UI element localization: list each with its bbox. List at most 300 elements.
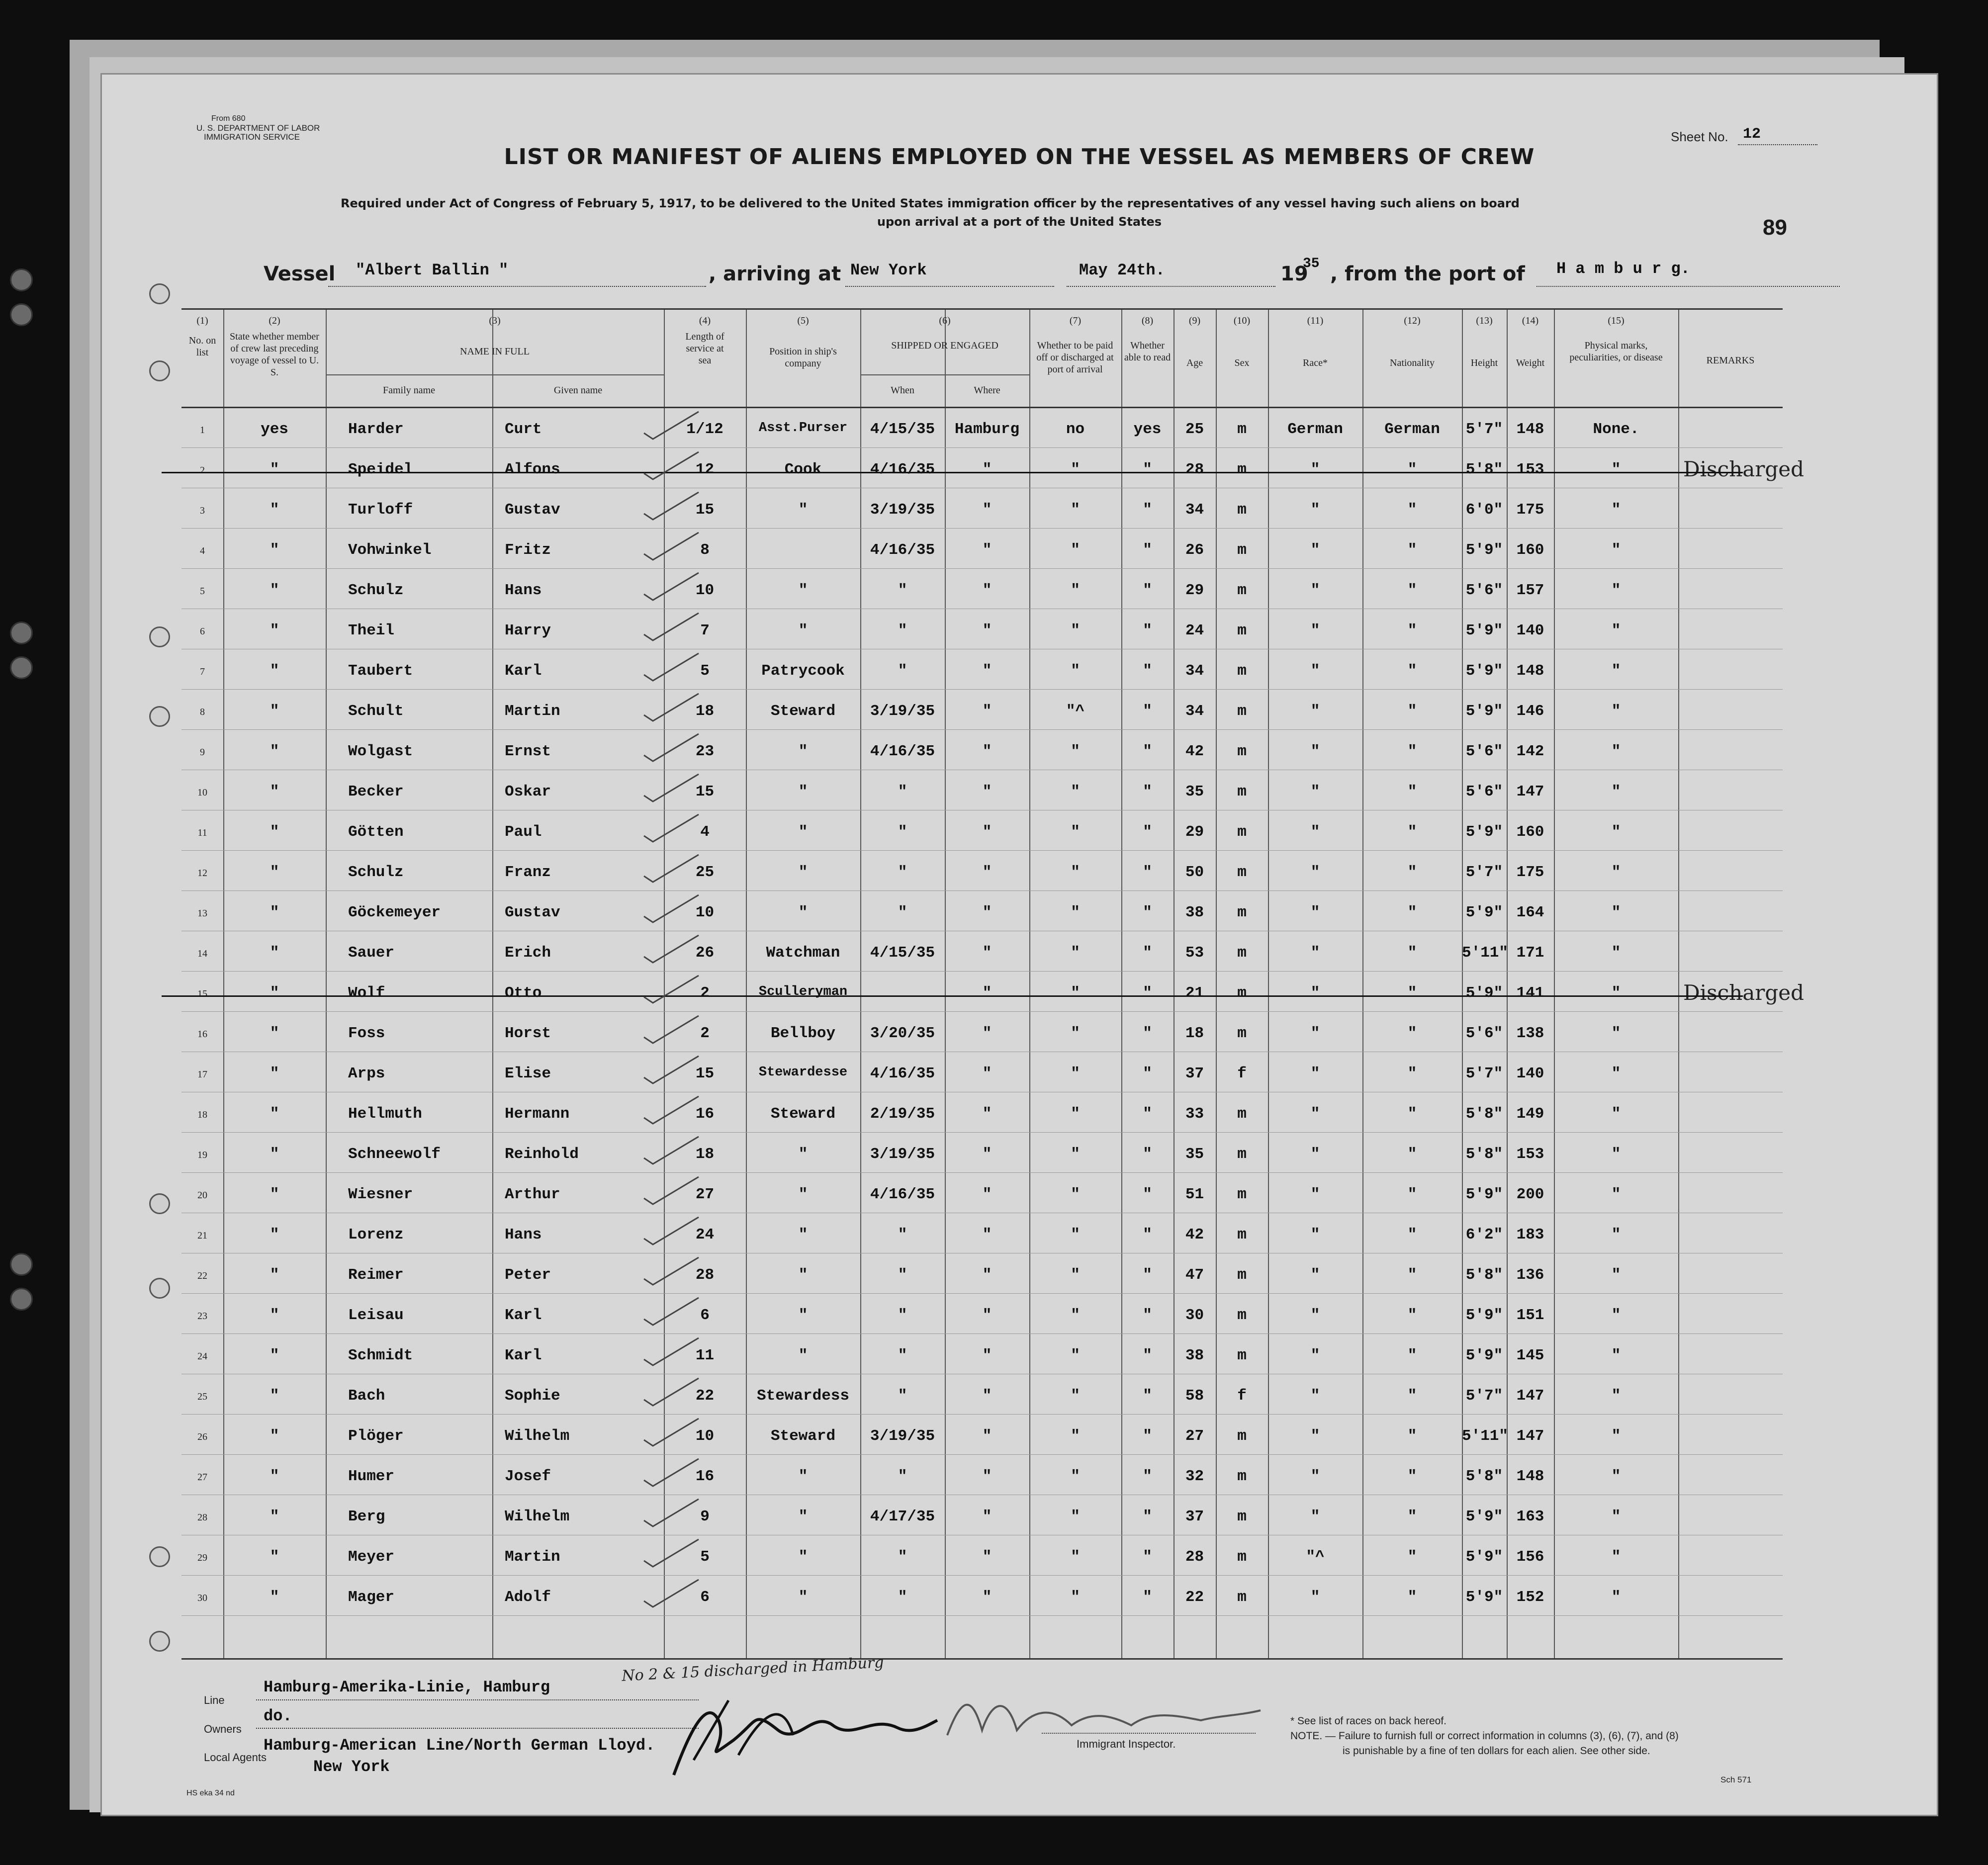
cell-family: Wolgast (348, 743, 413, 760)
cell-height: 6'2" (1465, 1226, 1503, 1243)
cell-sex: m (1237, 501, 1247, 519)
cell-sex: m (1237, 1347, 1247, 1364)
date-underline (1067, 286, 1275, 287)
cell-given: Oskar (505, 783, 551, 800)
col10-number: (10) (1233, 315, 1251, 326)
cell-race: " (1310, 944, 1320, 962)
manifest-page (102, 75, 1937, 1815)
cell-position: " (798, 1146, 808, 1163)
cell-prev: " (270, 1427, 279, 1445)
cell-position: " (798, 622, 808, 639)
cell-read: " (1143, 501, 1152, 519)
cell-read: " (1143, 864, 1152, 881)
cell-read: " (1143, 582, 1152, 599)
cell-sex: m (1237, 541, 1247, 559)
cell-when: " (898, 783, 907, 800)
cell-when: 3/19/35 (870, 703, 935, 720)
cell-age: 38 (1185, 1347, 1204, 1364)
cell-weight: 151 (1516, 1307, 1544, 1324)
cell-race: " (1310, 1226, 1320, 1243)
cell-when: " (898, 622, 907, 639)
cell-prev: " (270, 1468, 279, 1485)
cell-paid: " (1071, 743, 1080, 760)
cell-given: Martin (505, 1548, 560, 1566)
cell-service: 15 (695, 1065, 715, 1082)
cell-height: 5'9" (1465, 1508, 1503, 1525)
cell-marks: " (1611, 1387, 1621, 1405)
cell-age: 21 (1185, 984, 1204, 1002)
cell-when: " (898, 904, 907, 921)
cell-when: 4/17/35 (870, 1508, 935, 1525)
cell-where: " (982, 1387, 992, 1405)
cell-service: 2 (700, 1025, 710, 1042)
cell-height: 5'7" (1465, 421, 1503, 438)
cell-position: " (798, 904, 808, 921)
cell-prev: " (270, 1266, 279, 1284)
col3-number: (3) (489, 315, 501, 326)
cell-nat: " (1407, 1427, 1417, 1445)
vessel-label: Vessel (264, 263, 336, 285)
cell-family: Becker (348, 783, 404, 800)
table-row (181, 779, 1783, 819)
table-row (181, 1182, 1783, 1222)
cell-paid: " (1071, 1589, 1080, 1606)
arriving-label: , arriving at (709, 263, 841, 285)
cell-service: 10 (695, 582, 715, 599)
cell-family: Lorenz (348, 1226, 404, 1243)
cell-race: "^ (1306, 1548, 1325, 1566)
cell-nat: " (1407, 501, 1417, 519)
cell-marks: " (1611, 622, 1621, 639)
cell-race: " (1310, 1589, 1320, 1606)
cell-paid: " (1071, 1146, 1080, 1163)
cell-position: " (798, 1186, 808, 1203)
cell-marks: " (1611, 1105, 1621, 1123)
cell-read: " (1143, 662, 1152, 680)
cell-paid: " (1071, 662, 1080, 680)
cell-when: 3/19/35 (870, 1146, 935, 1163)
cell-service: 9 (700, 1508, 710, 1525)
cell-prev: " (270, 662, 279, 680)
cell-read: " (1143, 944, 1152, 962)
cell-sex: m (1237, 703, 1247, 720)
cell-marks: " (1611, 541, 1621, 559)
cell-where: " (982, 1065, 992, 1082)
cell-weight: 156 (1516, 1548, 1544, 1566)
cell-prev: " (270, 823, 279, 841)
service-label: IMMIGRATION SERVICE (204, 132, 300, 142)
cell-service: 25 (695, 864, 715, 881)
cell-age: 35 (1185, 783, 1204, 800)
cell-service: 6 (700, 1307, 710, 1324)
cell-weight: 149 (1516, 1105, 1544, 1123)
cell-race: " (1310, 582, 1320, 599)
subheader-divider (326, 374, 664, 375)
cell-read: " (1143, 1347, 1152, 1364)
col12-number: (12) (1404, 315, 1421, 326)
cell-age: 37 (1185, 1065, 1204, 1082)
table-row (181, 1464, 1783, 1504)
cell-marks: " (1611, 1025, 1621, 1042)
cell-marks: None. (1593, 421, 1639, 438)
row-number: 7 (200, 666, 205, 677)
binder-hole (10, 622, 33, 644)
cell-age: 34 (1185, 703, 1204, 720)
cell-race: " (1310, 1468, 1320, 1485)
cell-nat: " (1407, 1468, 1417, 1485)
row-number: 8 (200, 707, 205, 717)
col14-header: Weight (1516, 357, 1545, 368)
cell-race: " (1310, 1266, 1320, 1284)
punch-hole (149, 626, 170, 647)
cell-prev: " (270, 461, 279, 478)
cell-nat: " (1407, 783, 1417, 800)
cell-where: " (982, 662, 992, 680)
cell-when: 3/19/35 (870, 1427, 935, 1445)
cell-nat: " (1407, 461, 1417, 478)
table-row (181, 819, 1783, 860)
cell-service: 1/12 (686, 421, 723, 438)
cell-prev: " (270, 783, 279, 800)
cell-paid: " (1071, 501, 1080, 519)
cell-when: " (898, 1226, 907, 1243)
cell-prev: " (270, 1387, 279, 1405)
cell-position: " (798, 1508, 808, 1525)
cell-race: " (1310, 1387, 1320, 1405)
cell-age: 51 (1185, 1186, 1204, 1203)
cell-where: " (982, 823, 992, 841)
vessel-value: "Albert Ballin " (356, 261, 509, 279)
cell-weight: 147 (1516, 1387, 1544, 1405)
cell-nat: " (1407, 1508, 1417, 1525)
cell-position: " (798, 582, 808, 599)
cell-service: 23 (695, 743, 715, 760)
cell-height: 5'9" (1465, 662, 1503, 680)
cell-nat: " (1407, 1266, 1417, 1284)
cell-given: Peter (505, 1266, 551, 1284)
col15-header: Physical marks, peculiarities, or disease (1569, 340, 1663, 363)
cell-given: Erich (505, 944, 551, 962)
cell-when: 4/15/35 (870, 944, 935, 962)
cell-weight: 175 (1516, 501, 1544, 519)
cell-when: " (898, 1387, 907, 1405)
cell-race: " (1310, 1508, 1320, 1525)
table-row (181, 1544, 1783, 1585)
sheet-number-value: 12 (1743, 126, 1761, 143)
cell-height: 5'6" (1465, 783, 1503, 800)
cell-height: 5'9" (1465, 904, 1503, 921)
cell-where: " (982, 622, 992, 639)
cell-age: 26 (1185, 541, 1204, 559)
cell-given: Gustav (505, 904, 560, 921)
cell-given: Franz (505, 864, 551, 881)
table-row (181, 1303, 1783, 1343)
cell-age: 53 (1185, 944, 1204, 962)
cell-marks: " (1611, 984, 1621, 1002)
row-number: 21 (197, 1230, 207, 1241)
cell-service: 6 (700, 1589, 710, 1606)
cell-read: yes (1133, 421, 1162, 438)
cell-read: " (1143, 1266, 1152, 1284)
cell-when: " (898, 823, 907, 841)
cell-position: " (798, 1347, 808, 1364)
cell-service: 11 (695, 1347, 715, 1364)
cell-position: " (798, 864, 808, 881)
col10-header: Sex (1234, 357, 1250, 368)
cell-family: Bach (348, 1387, 385, 1405)
cell-given: Otto (505, 984, 542, 1002)
cell-sex: m (1237, 582, 1247, 599)
cell-height: 5'11" (1462, 1427, 1509, 1445)
row-number: 4 (200, 545, 205, 556)
cell-paid: " (1071, 541, 1080, 559)
cell-marks: " (1611, 1548, 1621, 1566)
cell-race: " (1310, 823, 1320, 841)
cell-prev: " (270, 501, 279, 519)
cell-family: Schneewolf (348, 1146, 441, 1163)
cell-marks: " (1611, 1347, 1621, 1364)
row-number: 2 (200, 465, 205, 476)
cell-prev: " (270, 1226, 279, 1243)
from-port-value: H a m b u r g. (1556, 260, 1690, 278)
cell-family: Mager (348, 1589, 395, 1606)
punch-hole (149, 1278, 170, 1299)
cell-sex: m (1237, 783, 1247, 800)
row-number: 25 (197, 1391, 207, 1402)
cell-race: " (1310, 1347, 1320, 1364)
cell-weight: 152 (1516, 1589, 1544, 1606)
cell-nat: " (1407, 1146, 1417, 1163)
cell-read: " (1143, 1508, 1152, 1525)
handwritten-note: No 2 & 15 discharged in Hamburg (621, 1654, 885, 1685)
cell-given: Horst (505, 1025, 551, 1042)
cell-marks: " (1611, 1427, 1621, 1445)
cell-prev: " (270, 864, 279, 881)
cell-race: German (1287, 421, 1343, 438)
cell-position: Cook (784, 461, 822, 478)
cell-marks: " (1611, 461, 1621, 478)
cell-family: Reimer (348, 1266, 404, 1284)
cell-paid: " (1071, 1186, 1080, 1203)
cell-race: " (1310, 1307, 1320, 1324)
cell-position: " (798, 1548, 808, 1566)
table-row (181, 900, 1783, 940)
cell-race: " (1310, 1186, 1320, 1203)
cell-age: 33 (1185, 1105, 1204, 1123)
cell-sex: m (1237, 461, 1247, 478)
col6-number: (6) (939, 315, 951, 326)
cell-position: Steward (770, 703, 836, 720)
line-value: Hamburg-Amerika-Linie, Hamburg (264, 1678, 550, 1696)
cell-age: 34 (1185, 662, 1204, 680)
cell-read: " (1143, 743, 1152, 760)
cell-prev: " (270, 1105, 279, 1123)
col3b-header: Given name (553, 385, 603, 396)
col4-number: (4) (699, 315, 711, 326)
col7-number: (7) (1069, 315, 1082, 326)
cell-age: 29 (1185, 823, 1204, 841)
cell-nat: " (1407, 622, 1417, 639)
cell-where: " (982, 1548, 992, 1566)
table-row (181, 578, 1783, 618)
cell-service: 2 (700, 984, 710, 1002)
cell-weight: 148 (1516, 662, 1544, 680)
cell-age: 42 (1185, 743, 1204, 760)
cell-weight: 160 (1516, 541, 1544, 559)
cell-sex: m (1237, 1307, 1247, 1324)
department-label: U. S. DEPARTMENT OF LABOR (196, 123, 320, 133)
arriving-value: New York (850, 261, 927, 279)
fine-note-1: NOTE. — Failure to furnish full or correct information in columns (3), (6), (7), and (8) (1290, 1730, 1679, 1742)
cell-prev: " (270, 703, 279, 720)
table-row (181, 497, 1783, 537)
from-port-label: , from the port of (1330, 263, 1525, 285)
cell-when: " (898, 864, 907, 881)
cell-paid: " (1071, 582, 1080, 599)
cell-given: Alfons (505, 461, 560, 478)
year-suffix: 35 (1303, 256, 1320, 271)
cell-weight: 157 (1516, 582, 1544, 599)
cell-given: Curt (505, 421, 542, 438)
col12-header: Nationality (1390, 357, 1435, 368)
cell-where: " (982, 864, 992, 881)
cell-position: " (798, 501, 808, 519)
cell-where: " (982, 461, 992, 478)
cell-nat: " (1407, 1065, 1417, 1082)
cell-prev: " (270, 944, 279, 962)
cell-given: Gustav (505, 501, 560, 519)
cell-service: 18 (695, 1146, 715, 1163)
cell-position: Bellboy (770, 1025, 836, 1042)
punch-hole (149, 360, 170, 381)
cell-family: Harder (348, 421, 404, 438)
cell-read: " (1143, 904, 1152, 921)
cell-family: Theil (348, 622, 395, 639)
table-row (181, 1383, 1783, 1423)
cell-paid: " (1071, 1307, 1080, 1324)
cell-read: " (1143, 1146, 1152, 1163)
form-number: From 680 (211, 114, 246, 123)
cell-read: " (1143, 984, 1152, 1002)
cell-service: 22 (695, 1387, 715, 1405)
cell-nat: " (1407, 703, 1417, 720)
cell-family: Schulz (348, 864, 404, 881)
cell-prev: yes (261, 421, 288, 438)
cell-age: 22 (1185, 1589, 1204, 1606)
cell-race: " (1310, 984, 1320, 1002)
cell-height: 5'6" (1465, 582, 1503, 599)
arriving-underline (845, 286, 1054, 287)
cell-age: 37 (1185, 1508, 1204, 1525)
line-label: Line (204, 1694, 225, 1706)
row-number: 5 (200, 586, 205, 597)
cell-sex: m (1237, 743, 1247, 760)
col3-header: NAME IN FULL (460, 346, 530, 357)
cell-height: 5'6" (1465, 1025, 1503, 1042)
row-number: 6 (200, 626, 205, 637)
col8-number: (8) (1141, 315, 1154, 326)
cell-family: Schult (348, 703, 404, 720)
cell-age: 42 (1185, 1226, 1204, 1243)
row-number: 23 (197, 1311, 207, 1322)
col2-number: (2) (269, 315, 280, 326)
col2-header: State whether member of crew last preceding voyage of vessel to U. S. (230, 331, 319, 378)
table-row (181, 1021, 1783, 1061)
cell-sex: f (1237, 1387, 1247, 1405)
table-row (181, 537, 1783, 578)
cell-family: Foss (348, 1025, 385, 1042)
cell-marks: " (1611, 1186, 1621, 1203)
col11-header: Race* (1303, 357, 1328, 368)
table-row (181, 1061, 1783, 1101)
cell-when: " (898, 1266, 907, 1284)
cell-family: Sauer (348, 944, 395, 962)
cell-service: 15 (695, 783, 715, 800)
cell-where: " (982, 1347, 992, 1364)
cell-nat: " (1407, 1307, 1417, 1324)
cell-height: 5'9" (1465, 622, 1503, 639)
agents-value-2: New York (313, 1758, 390, 1776)
date-value: May 24th. (1079, 261, 1165, 279)
form-code: HS eka 34 nd (186, 1789, 235, 1797)
cell-weight: 140 (1516, 1065, 1544, 1082)
cell-height: 5'7" (1465, 1387, 1503, 1405)
cell-where: " (982, 582, 992, 599)
cell-age: 58 (1185, 1387, 1204, 1405)
races-note: * See list of races on back hereof. (1290, 1715, 1447, 1727)
cell-read: " (1143, 1307, 1152, 1324)
cell-family: Plöger (348, 1427, 404, 1445)
cell-service: 7 (700, 622, 710, 639)
cell-where: " (982, 1186, 992, 1203)
cell-sex: m (1237, 662, 1247, 680)
cell-given: Martin (505, 703, 560, 720)
cell-height: 5'8" (1465, 1105, 1503, 1123)
cell-read: " (1143, 461, 1152, 478)
punch-hole (149, 706, 170, 727)
cell-prev: " (270, 622, 279, 639)
cell-prev: " (270, 582, 279, 599)
cell-family: Vohwinkel (348, 541, 432, 559)
cell-weight: 171 (1516, 944, 1544, 962)
cell-position: " (798, 783, 808, 800)
cell-nat: " (1407, 1186, 1417, 1203)
cell-given: Hans (505, 582, 542, 599)
cell-prev: " (270, 1025, 279, 1042)
cell-given: Harry (505, 622, 551, 639)
cell-sex: m (1237, 904, 1247, 921)
col11-number: (11) (1307, 315, 1324, 326)
form-subtitle: Required under Act of Congress of February 5, 1917, to be delivered to the United States immigration officer by the representatives of any vessel having such aliens on board (341, 196, 1520, 210)
table-row (181, 940, 1783, 980)
sheet-number-label: Sheet No. (1671, 129, 1728, 144)
cell-given: Adolf (505, 1589, 551, 1606)
cell-given: Hans (505, 1226, 542, 1243)
cell-age: 24 (1185, 622, 1204, 639)
cell-given: Fritz (505, 541, 551, 559)
cell-sex: m (1237, 1548, 1247, 1566)
cell-when: " (898, 1548, 907, 1566)
cell-sex: m (1237, 1025, 1247, 1042)
row-number: 30 (197, 1593, 207, 1603)
cell-where: " (982, 783, 992, 800)
cell-read: " (1143, 1387, 1152, 1405)
cell-read: " (1143, 703, 1152, 720)
cell-given: Wilhelm (505, 1427, 570, 1445)
col9-number: (9) (1188, 315, 1201, 326)
cell-position: " (798, 823, 808, 841)
cell-read: " (1143, 1065, 1152, 1082)
